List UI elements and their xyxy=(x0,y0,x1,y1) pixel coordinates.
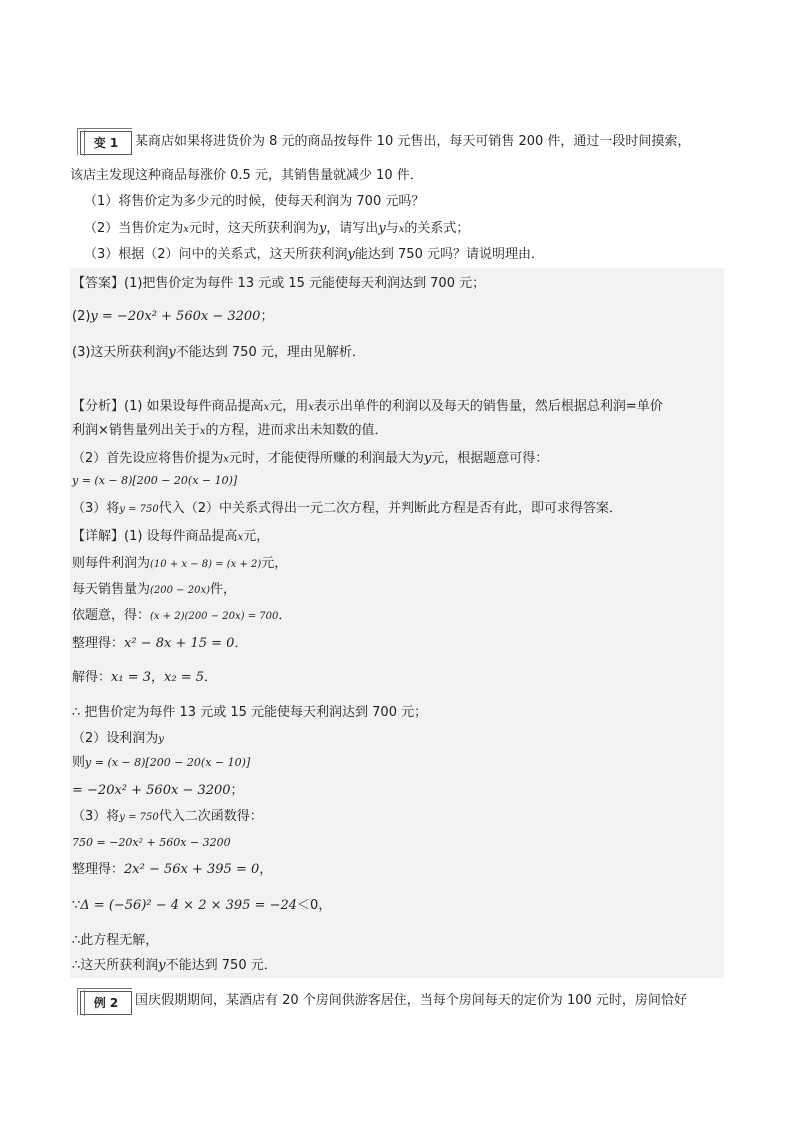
answer-line-1: 【答案】(1)把售价定为每件 13 元或 15 元能使每天利润达到 700 元； xyxy=(72,276,486,291)
detail-line-6: 解得：x₁ = 3，x₂ = 5． xyxy=(72,670,218,685)
example-2-stem: 国庆假期期间，某酒店有 20 个房间供游客居住，当每个房间每天的定价为 100 元时，房间恰好 xyxy=(135,993,687,1008)
detail-line-16: ∴这天所获利润y不能达到 750 元． xyxy=(72,958,277,973)
detail-line-7: ∴ 把售价定为每件 13 元或 15 元能使每天利润达到 700 元； xyxy=(72,705,428,720)
detail-line-14: ∵Δ = (−56)² − 4 × 2 × 395 = −24＜0， xyxy=(72,898,332,913)
answer-line-2: (2)y = −20x² + 560x − 3200； xyxy=(72,309,274,324)
variant-1-stem-line-2: 该店主发现这种商品每涨价 0.5 元，其销售量就减少 10 件． xyxy=(70,168,423,183)
example-2-tag: 例 2 xyxy=(80,991,132,1015)
detail-line-10: = −20x² + 560x − 3200； xyxy=(72,783,244,798)
detail-line-1: 【详解】(1) 设每件商品提高x元， xyxy=(72,529,270,544)
question-3: （3）根据（2）问中的关系式，这天所获利润y能达到 750 元吗？请说明理由． xyxy=(84,247,544,262)
analysis-line-3: （2）首先设应将售价提为x元时，才能使得所赚的利润最大为y元，根据题意可得： xyxy=(72,451,549,466)
variant-1-stem-line-1: 某商店如果将进货价为 8 元的商品按每件 10 元售出，每天可销售 200 件，通过一段时间摸索， xyxy=(135,134,691,149)
analysis-line-2: 利润×销售量列出关于x的方程，进而求出未知数的值． xyxy=(72,423,388,438)
detail-line-8: （2）设利润为y xyxy=(72,731,164,746)
detail-line-9: 则y = (x − 8)[200 − 20(x − 10)] xyxy=(72,755,251,770)
detail-line-11: （3）将y = 750代入二次函数得： xyxy=(72,809,263,824)
question-1: （1）将售价定为多少元的时候，使每天利润为 700 元吗？ xyxy=(84,194,425,209)
detail-line-5: 整理得：x² − 8x + 15 = 0． xyxy=(72,636,248,651)
question-2: （2）当售价定为x元时，这天所获利润为y，请写出y与x的关系式； xyxy=(84,221,470,236)
detail-line-13: 整理得：2x² − 56x + 395 = 0， xyxy=(72,862,273,877)
analysis-formula: y = (x − 8)[200 − 20(x − 10)] xyxy=(72,474,238,487)
detail-line-2: 则每件利润为(10 + x − 8) = (x + 2)元， xyxy=(72,556,288,571)
analysis-line-5: （3）将y = 750代入（2）中关系式得出一元二次方程，并判断此方程是否有此，即可求得答案． xyxy=(72,501,623,516)
variant-1-tag: 变 1 xyxy=(80,131,132,155)
detail-line-4: 依题意，得：(x + 2)(200 − 20x) = 700． xyxy=(72,608,292,623)
detail-line-3: 每天销售量为(200 − 20x)件， xyxy=(72,582,237,597)
detail-line-12: 750 = −20x² + 560x − 3200 xyxy=(72,836,231,849)
answer-line-3: (3)这天所获利润y不能达到 750 元，理由见解析． xyxy=(72,345,365,360)
analysis-line-1: 【分析】(1) 如果设每件商品提高x元，用x表示出单件的利润以及每天的销售量，然后根据总利润=单价 xyxy=(72,399,663,414)
detail-line-15: ∴此方程无解， xyxy=(72,933,159,948)
